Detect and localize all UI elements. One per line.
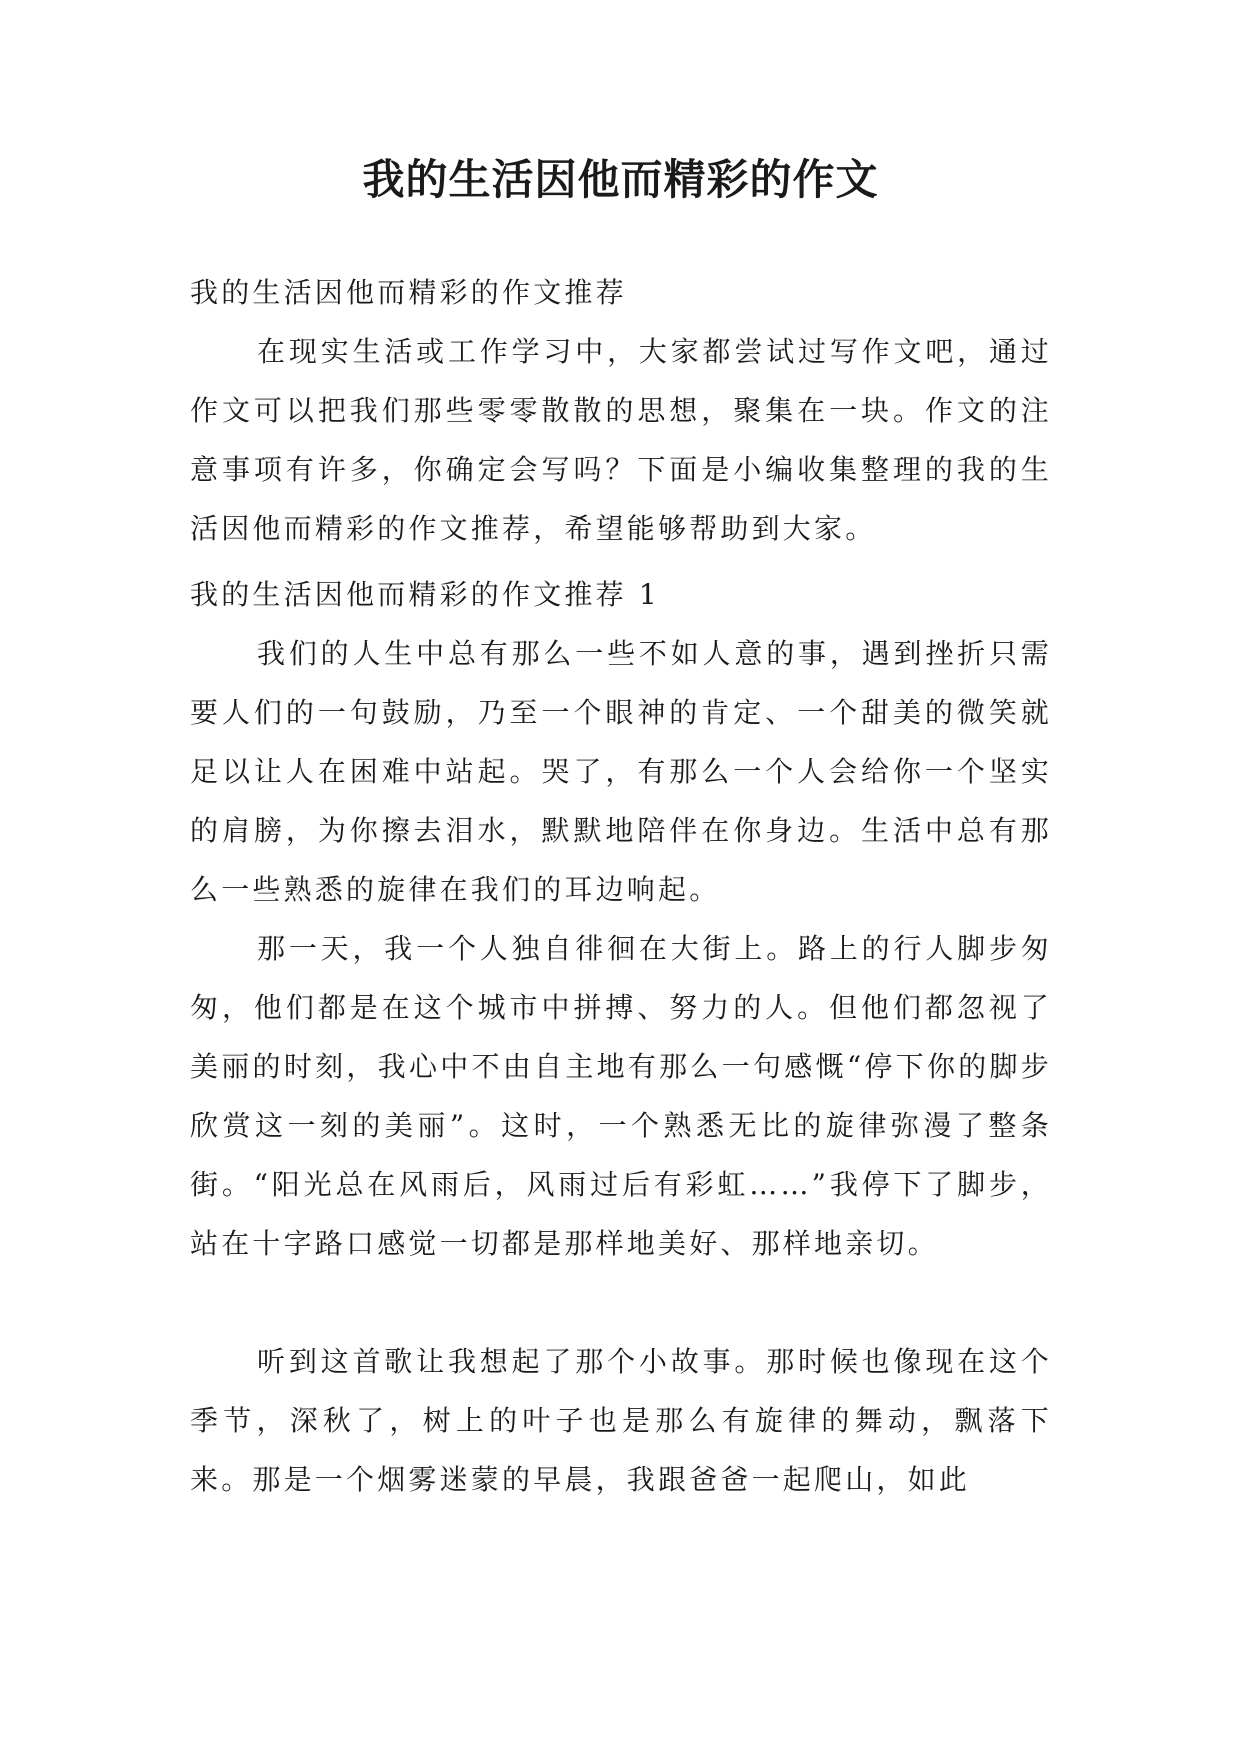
document-title: 我的生活因他而精彩的作文 (362, 155, 879, 204)
intro-heading: 我的生活因他而精彩的作文推荐 (190, 276, 627, 309)
body-paragraph: 那一天，我一个人独自徘徊在大街上。路上的行人脚步匆匆，他们都是在这个城市中拼搏、努力的人。但他们都忽视了美丽的时刻，我心中不由自主地有那么一句感慨“停下你的脚步欣赏这一刻的美丽”。这时，一个熟悉无比的旋律弥漫了整条街。“阳光总在风雨后，风雨过后有彩虹……”我停下了脚步，站在十字路口感觉一切都是那样地美好、那样地亲切。 (190, 932, 1052, 1260)
body-paragraph: 听到这首歌让我想起了那个小故事。那时候也像现在这个季节，深秋了，树上的叶子也是那么有旋律的舞动，飘落下来。那是一个烟雾迷蒙的早晨，我跟爸爸一起爬山，如此 (190, 1345, 1052, 1496)
section-heading: 我的生活因他而精彩的作文推荐 1 (190, 578, 660, 611)
intro-paragraph: 在现实生活或工作学习中，大家都尝试过写作文吧，通过作文可以把我们那些零零散散的思想，聚集在一块。作文的注意事项有许多，你确定会写吗？下面是小编收集整理的我的生活因他而精彩的作文推荐，希望能够帮助到大家。 (190, 335, 1052, 545)
body-paragraph: 我们的人生中总有那么一些不如人意的事，遇到挫折只需要人们的一句鼓励，乃至一个眼神的肯定、一个甜美的微笑就足以让人在困难中站起。哭了，有那么一个人会给你一个坚实的肩膀，为你擦去泪水，默默地陪伴在你身边。生活中总有那么一些熟悉的旋律在我们的耳边响起。 (190, 637, 1052, 906)
